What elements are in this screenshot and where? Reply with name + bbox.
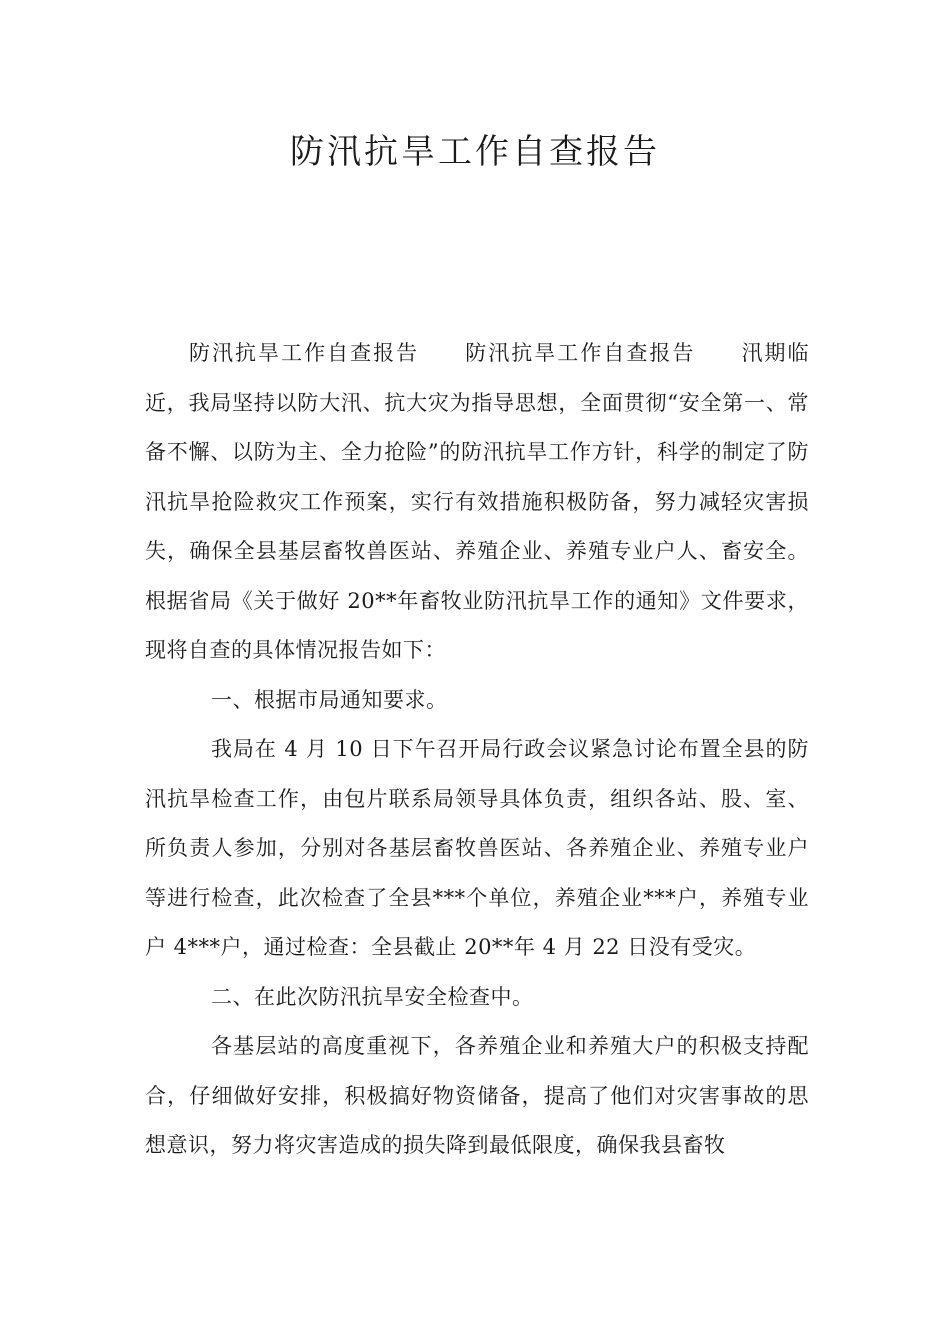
paragraph-section-2: 各基层站的高度重视下，各养殖企业和养殖大户的积极支持配合，仔细做好安排，积极搞好物资储备，提高了他们对灾害事故的思想意识，努力将灾害造成的损失降到最低限度，确保我县畜牧 — [145, 1034, 809, 1157]
document-body — [145, 329, 809, 1171]
section-heading-2: 二、在此次防汛抗旱安全检查中。 — [211, 984, 534, 1009]
document-title: 防汛抗旱工作自查报告 — [290, 132, 660, 172]
paragraph-intro: 防汛抗旱工作自查报告 防汛抗旱工作自查报告 汛期临近，我局坚持以防大汛、抗大灾为指导思想，全面贯彻“安全第一、常备不懈、以防为主、全力抢险”的防汛抗旱工作方针，科学的制定了防汛抗旱抢险救灾工作预案，实行有效措施积极防备，努力减轻灾害损失，确保全县基层畜牧兽医站、养殖企业、养殖专业户人、畜安全。根据省局《关于做好 20**年畜牧业防汛抗旱工作的通知》文件要求，现将自查的具体情况报告如下： — [145, 341, 809, 662]
paragraph-section-1: 我局在 4 月 10 日下午召开局行政会议紧急讨论布置全县的防汛抗旱检查工作，由包片联系局领导具体负责，组织各站、股、室、所负责人参加，分别对各基层畜牧兽医站、各养殖企业、养殖专业户等进行检查，此次检查了全县***个单位，养殖企业***户，养殖专业户 4***户，通过检查：全县截止 20**年 4 月 22 日没有受灾。 — [145, 737, 809, 959]
section-heading-1: 一、根据市局通知要求。 — [211, 687, 448, 712]
